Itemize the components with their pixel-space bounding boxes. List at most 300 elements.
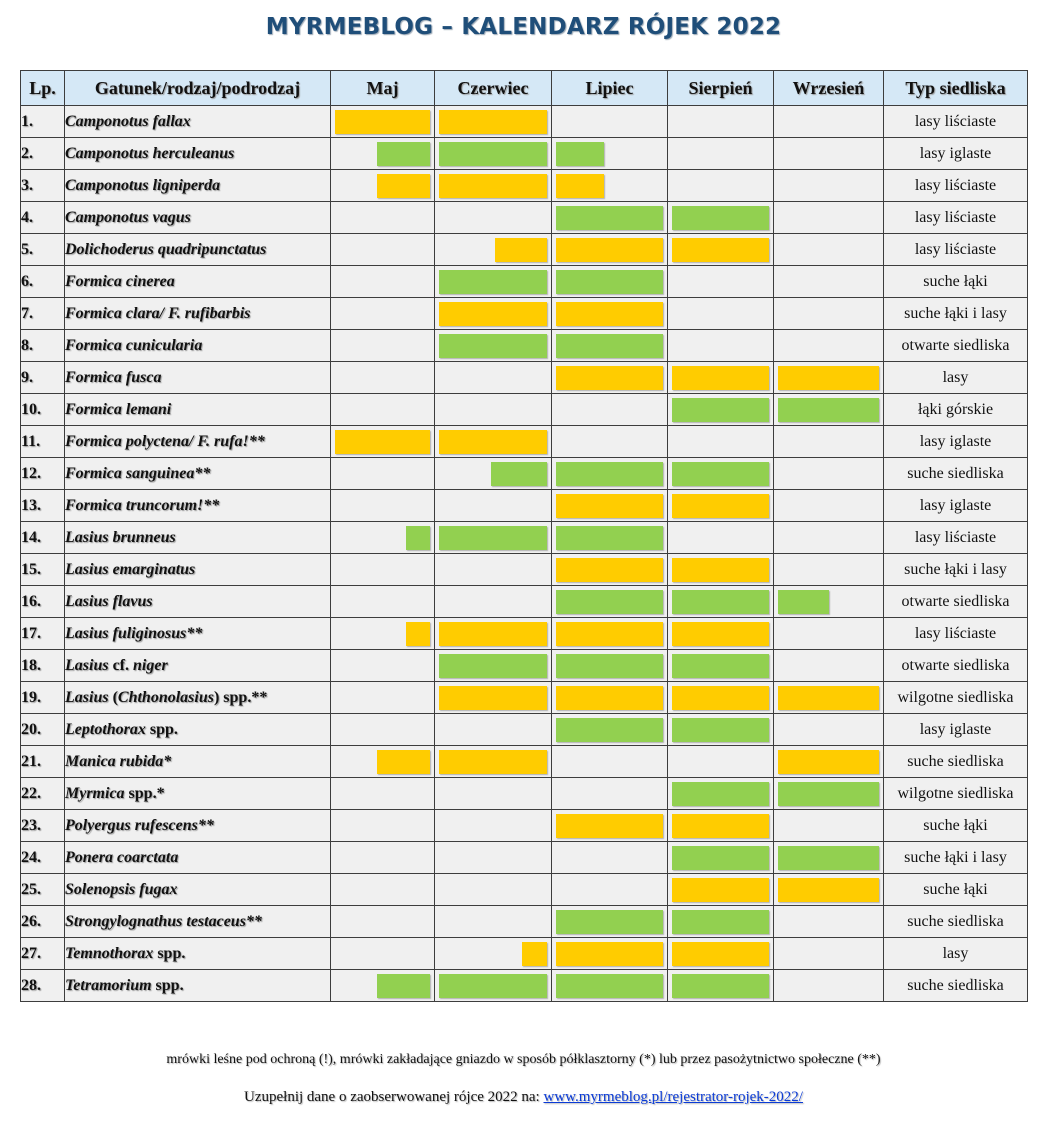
month-cell-lipiec — [552, 330, 668, 362]
registrar-link[interactable]: www.myrmeblog.pl/rejestrator-rojek-2022/ — [543, 1089, 803, 1105]
swarm-period-bar — [672, 782, 769, 806]
table-row — [21, 138, 1028, 170]
row-number: 12. — [21, 458, 65, 490]
species-name-part: Manica rubida* — [65, 752, 172, 770]
month-cell-czerwiec — [435, 298, 552, 330]
month-cell-maj — [331, 458, 435, 490]
month-cell-wrzesien — [774, 682, 884, 714]
month-cell-czerwiec — [435, 970, 552, 1002]
swarm-period-bar — [556, 814, 663, 838]
header-wrzesien: Wrzesień — [774, 71, 884, 106]
header-lp: Lp. — [21, 71, 65, 106]
month-cell-maj — [331, 906, 435, 938]
table-row — [21, 234, 1028, 266]
month-cell-czerwiec — [435, 874, 552, 906]
table-row — [21, 874, 1028, 906]
footer-prefix: Uzupełnij dane o zaobserwowanej rójce 2022 na: — [244, 1089, 544, 1105]
month-cell-lipiec — [552, 106, 668, 138]
month-cell-czerwiec — [435, 650, 552, 682]
swarm-period-bar — [406, 622, 430, 646]
month-cell-maj — [331, 938, 435, 970]
species-name — [65, 746, 331, 778]
row-number: 27. — [21, 938, 65, 970]
species-name — [65, 682, 331, 714]
species-name-part: cf. — [108, 656, 134, 674]
habitat-type: lasy liściaste — [884, 170, 1028, 202]
habitat-type: suche siedliska — [884, 746, 1028, 778]
swarm-period-bar — [556, 302, 663, 326]
month-cell-maj — [331, 138, 435, 170]
habitat-type: lasy iglaste — [884, 426, 1028, 458]
row-number: 21. — [21, 746, 65, 778]
swarm-period-bar — [556, 622, 663, 646]
species-name — [65, 618, 331, 650]
habitat-type: suche łąki — [884, 266, 1028, 298]
month-cell-sierpien — [668, 714, 774, 746]
swarm-period-bar — [556, 558, 663, 582]
swarm-period-bar — [556, 590, 663, 614]
month-cell-maj — [331, 234, 435, 266]
swarm-period-bar — [778, 398, 879, 422]
swarm-period-bar — [556, 462, 663, 486]
swarm-period-bar — [672, 494, 769, 518]
month-cell-czerwiec — [435, 938, 552, 970]
table-row — [21, 650, 1028, 682]
row-number: 6. — [21, 266, 65, 298]
table-row — [21, 170, 1028, 202]
habitat-type: lasy liściaste — [884, 234, 1028, 266]
species-name-part: Lasius flavus — [65, 592, 153, 610]
row-number: 1. — [21, 106, 65, 138]
species-name — [65, 106, 331, 138]
species-name — [65, 170, 331, 202]
row-number: 8. — [21, 330, 65, 362]
swarm-period-bar — [672, 622, 769, 646]
month-cell-lipiec — [552, 138, 668, 170]
month-cell-lipiec — [552, 458, 668, 490]
species-name-part: Solenopsis fugax — [65, 880, 178, 898]
row-number: 26. — [21, 906, 65, 938]
row-number: 18. — [21, 650, 65, 682]
swarm-period-bar — [439, 142, 547, 166]
table-row — [21, 106, 1028, 138]
month-cell-sierpien — [668, 266, 774, 298]
month-cell-sierpien — [668, 778, 774, 810]
swarm-period-bar — [556, 494, 663, 518]
month-cell-czerwiec — [435, 778, 552, 810]
swarm-period-bar — [439, 622, 547, 646]
habitat-type: suche łąki i lasy — [884, 298, 1028, 330]
species-name — [65, 586, 331, 618]
month-cell-sierpien — [668, 522, 774, 554]
swarm-period-bar — [672, 974, 769, 998]
species-name — [65, 266, 331, 298]
habitat-type: suche siedliska — [884, 458, 1028, 490]
month-cell-czerwiec — [435, 106, 552, 138]
row-number: 23. — [21, 810, 65, 842]
habitat-type: suche łąki i lasy — [884, 842, 1028, 874]
month-cell-lipiec — [552, 938, 668, 970]
table-row — [21, 490, 1028, 522]
row-number: 25. — [21, 874, 65, 906]
swarm-period-bar — [556, 686, 663, 710]
species-name — [65, 778, 331, 810]
species-name-part: ( — [108, 688, 118, 706]
species-name-part: Ponera coarctata — [65, 848, 179, 866]
swarm-period-bar — [778, 750, 879, 774]
month-cell-maj — [331, 714, 435, 746]
table-row — [21, 362, 1028, 394]
species-name-part: ) spp.** — [213, 688, 268, 706]
month-cell-wrzesien — [774, 458, 884, 490]
species-name-part: Tetramorium — [65, 976, 152, 994]
month-cell-wrzesien — [774, 874, 884, 906]
species-name — [65, 938, 331, 970]
habitat-type: otwarte siedliska — [884, 586, 1028, 618]
month-cell-lipiec — [552, 234, 668, 266]
month-cell-maj — [331, 554, 435, 586]
page-title: MYRMEBLOG – KALENDARZ RÓJEK 2022 — [265, 14, 782, 40]
species-name-part: Formica sanguinea** — [65, 464, 211, 482]
species-name-part: Lasius emarginatus — [65, 560, 196, 578]
month-cell-wrzesien — [774, 842, 884, 874]
header-species: Gatunek/rodzaj/podrodzaj — [65, 71, 331, 106]
swarm-period-bar — [406, 526, 430, 550]
month-cell-lipiec — [552, 874, 668, 906]
month-cell-wrzesien — [774, 202, 884, 234]
month-cell-maj — [331, 522, 435, 554]
species-name-part: Formica clara/ F. rufibarbis — [65, 304, 251, 322]
habitat-type: lasy iglaste — [884, 138, 1028, 170]
header-maj: Maj — [331, 71, 435, 106]
month-cell-lipiec — [552, 714, 668, 746]
month-cell-sierpien — [668, 618, 774, 650]
species-name — [65, 554, 331, 586]
month-cell-czerwiec — [435, 234, 552, 266]
month-cell-sierpien — [668, 458, 774, 490]
table-row — [21, 682, 1028, 714]
month-cell-lipiec — [552, 682, 668, 714]
month-cell-czerwiec — [435, 522, 552, 554]
species-name-part: spp. — [153, 944, 186, 962]
month-cell-lipiec — [552, 202, 668, 234]
swarm-period-bar — [439, 750, 547, 774]
month-cell-maj — [331, 106, 435, 138]
species-name-part: Camponotus fallax — [65, 112, 191, 130]
species-name-part: Formica cunicularia — [65, 336, 203, 354]
species-name-part: Lasius brunneus — [65, 528, 176, 546]
species-name-part: spp. — [145, 720, 178, 738]
month-cell-maj — [331, 202, 435, 234]
swarm-period-bar — [522, 942, 547, 966]
row-number: 17. — [21, 618, 65, 650]
swarm-period-bar — [556, 526, 663, 550]
month-cell-lipiec — [552, 842, 668, 874]
table-row — [21, 778, 1028, 810]
habitat-type: lasy iglaste — [884, 714, 1028, 746]
swarm-period-bar — [672, 558, 769, 582]
species-name-part: niger — [133, 656, 168, 674]
swarm-period-bar — [377, 174, 430, 198]
swarm-period-bar — [439, 654, 547, 678]
table-row — [21, 298, 1028, 330]
species-name-part: Lasius — [65, 656, 109, 674]
month-cell-czerwiec — [435, 266, 552, 298]
table-row — [21, 554, 1028, 586]
habitat-type: suche łąki i lasy — [884, 554, 1028, 586]
swarm-period-bar — [672, 238, 769, 262]
species-name — [65, 874, 331, 906]
month-cell-lipiec — [552, 778, 668, 810]
swarm-period-bar — [556, 142, 604, 166]
swarm-period-bar — [672, 718, 769, 742]
header-habitat: Typ siedliska — [884, 71, 1028, 106]
month-cell-sierpien — [668, 938, 774, 970]
header-czerwiec: Czerwiec — [435, 71, 552, 106]
month-cell-lipiec — [552, 394, 668, 426]
month-cell-wrzesien — [774, 394, 884, 426]
swarm-period-bar — [556, 270, 663, 294]
species-name — [65, 714, 331, 746]
species-name-part: spp.* — [124, 784, 165, 802]
swarm-period-bar — [439, 174, 547, 198]
month-cell-maj — [331, 618, 435, 650]
month-cell-wrzesien — [774, 714, 884, 746]
species-name — [65, 426, 331, 458]
species-name-part: Myrmica — [65, 784, 125, 802]
species-name — [65, 522, 331, 554]
month-cell-sierpien — [668, 362, 774, 394]
swarm-period-bar — [556, 334, 663, 358]
swarm-period-bar — [495, 238, 547, 262]
table-row — [21, 426, 1028, 458]
habitat-type: wilgotne siedliska — [884, 682, 1028, 714]
species-name-part: Camponotus herculeanus — [65, 144, 235, 162]
month-cell-wrzesien — [774, 362, 884, 394]
swarm-period-bar — [778, 878, 879, 902]
swarm-period-bar — [439, 110, 547, 134]
month-cell-wrzesien — [774, 650, 884, 682]
swarm-period-bar — [672, 654, 769, 678]
swarm-period-bar — [439, 302, 547, 326]
swarm-period-bar — [439, 686, 547, 710]
month-cell-maj — [331, 330, 435, 362]
habitat-type: lasy liściaste — [884, 618, 1028, 650]
species-name-part: Camponotus ligniperda — [65, 176, 221, 194]
month-cell-maj — [331, 266, 435, 298]
month-cell-lipiec — [552, 810, 668, 842]
species-name-part: Formica lemani — [65, 400, 172, 418]
month-cell-wrzesien — [774, 778, 884, 810]
row-number: 11. — [21, 426, 65, 458]
month-cell-czerwiec — [435, 714, 552, 746]
species-name — [65, 362, 331, 394]
species-name-part: Formica cinerea — [65, 272, 175, 290]
swarm-period-bar — [377, 142, 430, 166]
month-cell-wrzesien — [774, 234, 884, 266]
month-cell-wrzesien — [774, 106, 884, 138]
month-cell-sierpien — [668, 906, 774, 938]
month-cell-lipiec — [552, 650, 668, 682]
table-row — [21, 746, 1028, 778]
swarm-period-bar — [335, 110, 430, 134]
swarm-period-bar — [556, 366, 663, 390]
table-row — [21, 810, 1028, 842]
species-name-part: Dolichoderus quadripunctatus — [65, 240, 267, 258]
species-name — [65, 490, 331, 522]
swarm-period-bar — [439, 526, 547, 550]
species-name — [65, 394, 331, 426]
month-cell-czerwiec — [435, 170, 552, 202]
table-row — [21, 906, 1028, 938]
swarm-period-bar — [556, 942, 663, 966]
month-cell-lipiec — [552, 170, 668, 202]
swarm-period-bar — [377, 974, 430, 998]
month-cell-sierpien — [668, 234, 774, 266]
habitat-type: lasy liściaste — [884, 522, 1028, 554]
swarm-period-bar — [672, 206, 769, 230]
month-cell-wrzesien — [774, 938, 884, 970]
swarm-period-bar — [491, 462, 547, 486]
month-cell-wrzesien — [774, 746, 884, 778]
table-row — [21, 330, 1028, 362]
habitat-type: lasy liściaste — [884, 106, 1028, 138]
species-name — [65, 970, 331, 1002]
month-cell-lipiec — [552, 970, 668, 1002]
header-sierpien: Sierpień — [668, 71, 774, 106]
month-cell-sierpien — [668, 682, 774, 714]
month-cell-lipiec — [552, 746, 668, 778]
species-name-part: Formica truncorum!** — [65, 496, 220, 514]
month-cell-wrzesien — [774, 298, 884, 330]
species-name-part: Lasius fuliginosus** — [65, 624, 203, 642]
month-cell-lipiec — [552, 426, 668, 458]
month-cell-wrzesien — [774, 426, 884, 458]
month-cell-wrzesien — [774, 810, 884, 842]
table-row — [21, 202, 1028, 234]
swarm-period-bar — [672, 590, 769, 614]
month-cell-czerwiec — [435, 394, 552, 426]
row-number: 2. — [21, 138, 65, 170]
table-row — [21, 266, 1028, 298]
species-name — [65, 650, 331, 682]
month-cell-czerwiec — [435, 682, 552, 714]
month-cell-maj — [331, 298, 435, 330]
month-cell-sierpien — [668, 202, 774, 234]
species-name — [65, 138, 331, 170]
swarm-period-bar — [672, 686, 769, 710]
month-cell-czerwiec — [435, 554, 552, 586]
month-cell-maj — [331, 874, 435, 906]
month-cell-maj — [331, 842, 435, 874]
row-number: 15. — [21, 554, 65, 586]
month-cell-maj — [331, 682, 435, 714]
month-cell-wrzesien — [774, 490, 884, 522]
species-name — [65, 298, 331, 330]
species-name — [65, 810, 331, 842]
month-cell-maj — [331, 426, 435, 458]
table-row — [21, 938, 1028, 970]
row-number: 13. — [21, 490, 65, 522]
swarm-period-bar — [439, 270, 547, 294]
month-cell-wrzesien — [774, 266, 884, 298]
month-cell-czerwiec — [435, 330, 552, 362]
table-header-row — [21, 71, 1028, 106]
month-cell-czerwiec — [435, 202, 552, 234]
swarm-period-bar — [672, 878, 769, 902]
habitat-type: lasy liściaste — [884, 202, 1028, 234]
footer-note — [0, 1089, 1047, 1106]
month-cell-czerwiec — [435, 618, 552, 650]
species-name-part: Temnothorax — [65, 944, 154, 962]
month-cell-lipiec — [552, 586, 668, 618]
month-cell-maj — [331, 650, 435, 682]
month-cell-wrzesien — [774, 586, 884, 618]
table-row — [21, 714, 1028, 746]
month-cell-czerwiec — [435, 426, 552, 458]
swarm-period-bar — [556, 238, 663, 262]
month-cell-czerwiec — [435, 906, 552, 938]
species-name-part: Formica fusca — [65, 368, 162, 386]
month-cell-lipiec — [552, 266, 668, 298]
habitat-type: otwarte siedliska — [884, 330, 1028, 362]
month-cell-sierpien — [668, 394, 774, 426]
row-number: 14. — [21, 522, 65, 554]
swarm-period-bar — [556, 654, 663, 678]
habitat-type: suche łąki — [884, 810, 1028, 842]
month-cell-wrzesien — [774, 330, 884, 362]
species-name-part: Formica polyctena/ F. rufa!** — [65, 432, 265, 450]
month-cell-lipiec — [552, 554, 668, 586]
month-cell-czerwiec — [435, 458, 552, 490]
month-cell-czerwiec — [435, 362, 552, 394]
month-cell-czerwiec — [435, 490, 552, 522]
row-number: 19. — [21, 682, 65, 714]
habitat-type: lasy — [884, 362, 1028, 394]
month-cell-sierpien — [668, 586, 774, 618]
habitat-type: wilgotne siedliska — [884, 778, 1028, 810]
row-number: 22. — [21, 778, 65, 810]
table-row — [21, 842, 1028, 874]
habitat-type: lasy iglaste — [884, 490, 1028, 522]
month-cell-maj — [331, 778, 435, 810]
swarm-period-bar — [672, 398, 769, 422]
month-cell-czerwiec — [435, 842, 552, 874]
row-number: 5. — [21, 234, 65, 266]
row-number: 24. — [21, 842, 65, 874]
species-name — [65, 458, 331, 490]
header-lipiec: Lipiec — [552, 71, 668, 106]
month-cell-sierpien — [668, 842, 774, 874]
table-row — [21, 618, 1028, 650]
month-cell-sierpien — [668, 650, 774, 682]
species-name-part: Lasius — [65, 688, 109, 706]
legend-note: mrówki leśne pod ochroną (!), mrówki zakładające gniazdo w sposób półklasztorny (*) lub przez pasożytnictwo społeczne (**) — [166, 1052, 881, 1067]
swarm-period-bar — [672, 814, 769, 838]
month-cell-sierpien — [668, 554, 774, 586]
month-cell-wrzesien — [774, 522, 884, 554]
month-cell-lipiec — [552, 490, 668, 522]
species-name — [65, 906, 331, 938]
habitat-type: suche łąki — [884, 874, 1028, 906]
month-cell-sierpien — [668, 330, 774, 362]
month-cell-sierpien — [668, 746, 774, 778]
swarm-period-bar — [778, 590, 829, 614]
row-number: 16. — [21, 586, 65, 618]
swarm-period-bar — [672, 462, 769, 486]
species-name — [65, 842, 331, 874]
swarm-period-bar — [377, 750, 430, 774]
